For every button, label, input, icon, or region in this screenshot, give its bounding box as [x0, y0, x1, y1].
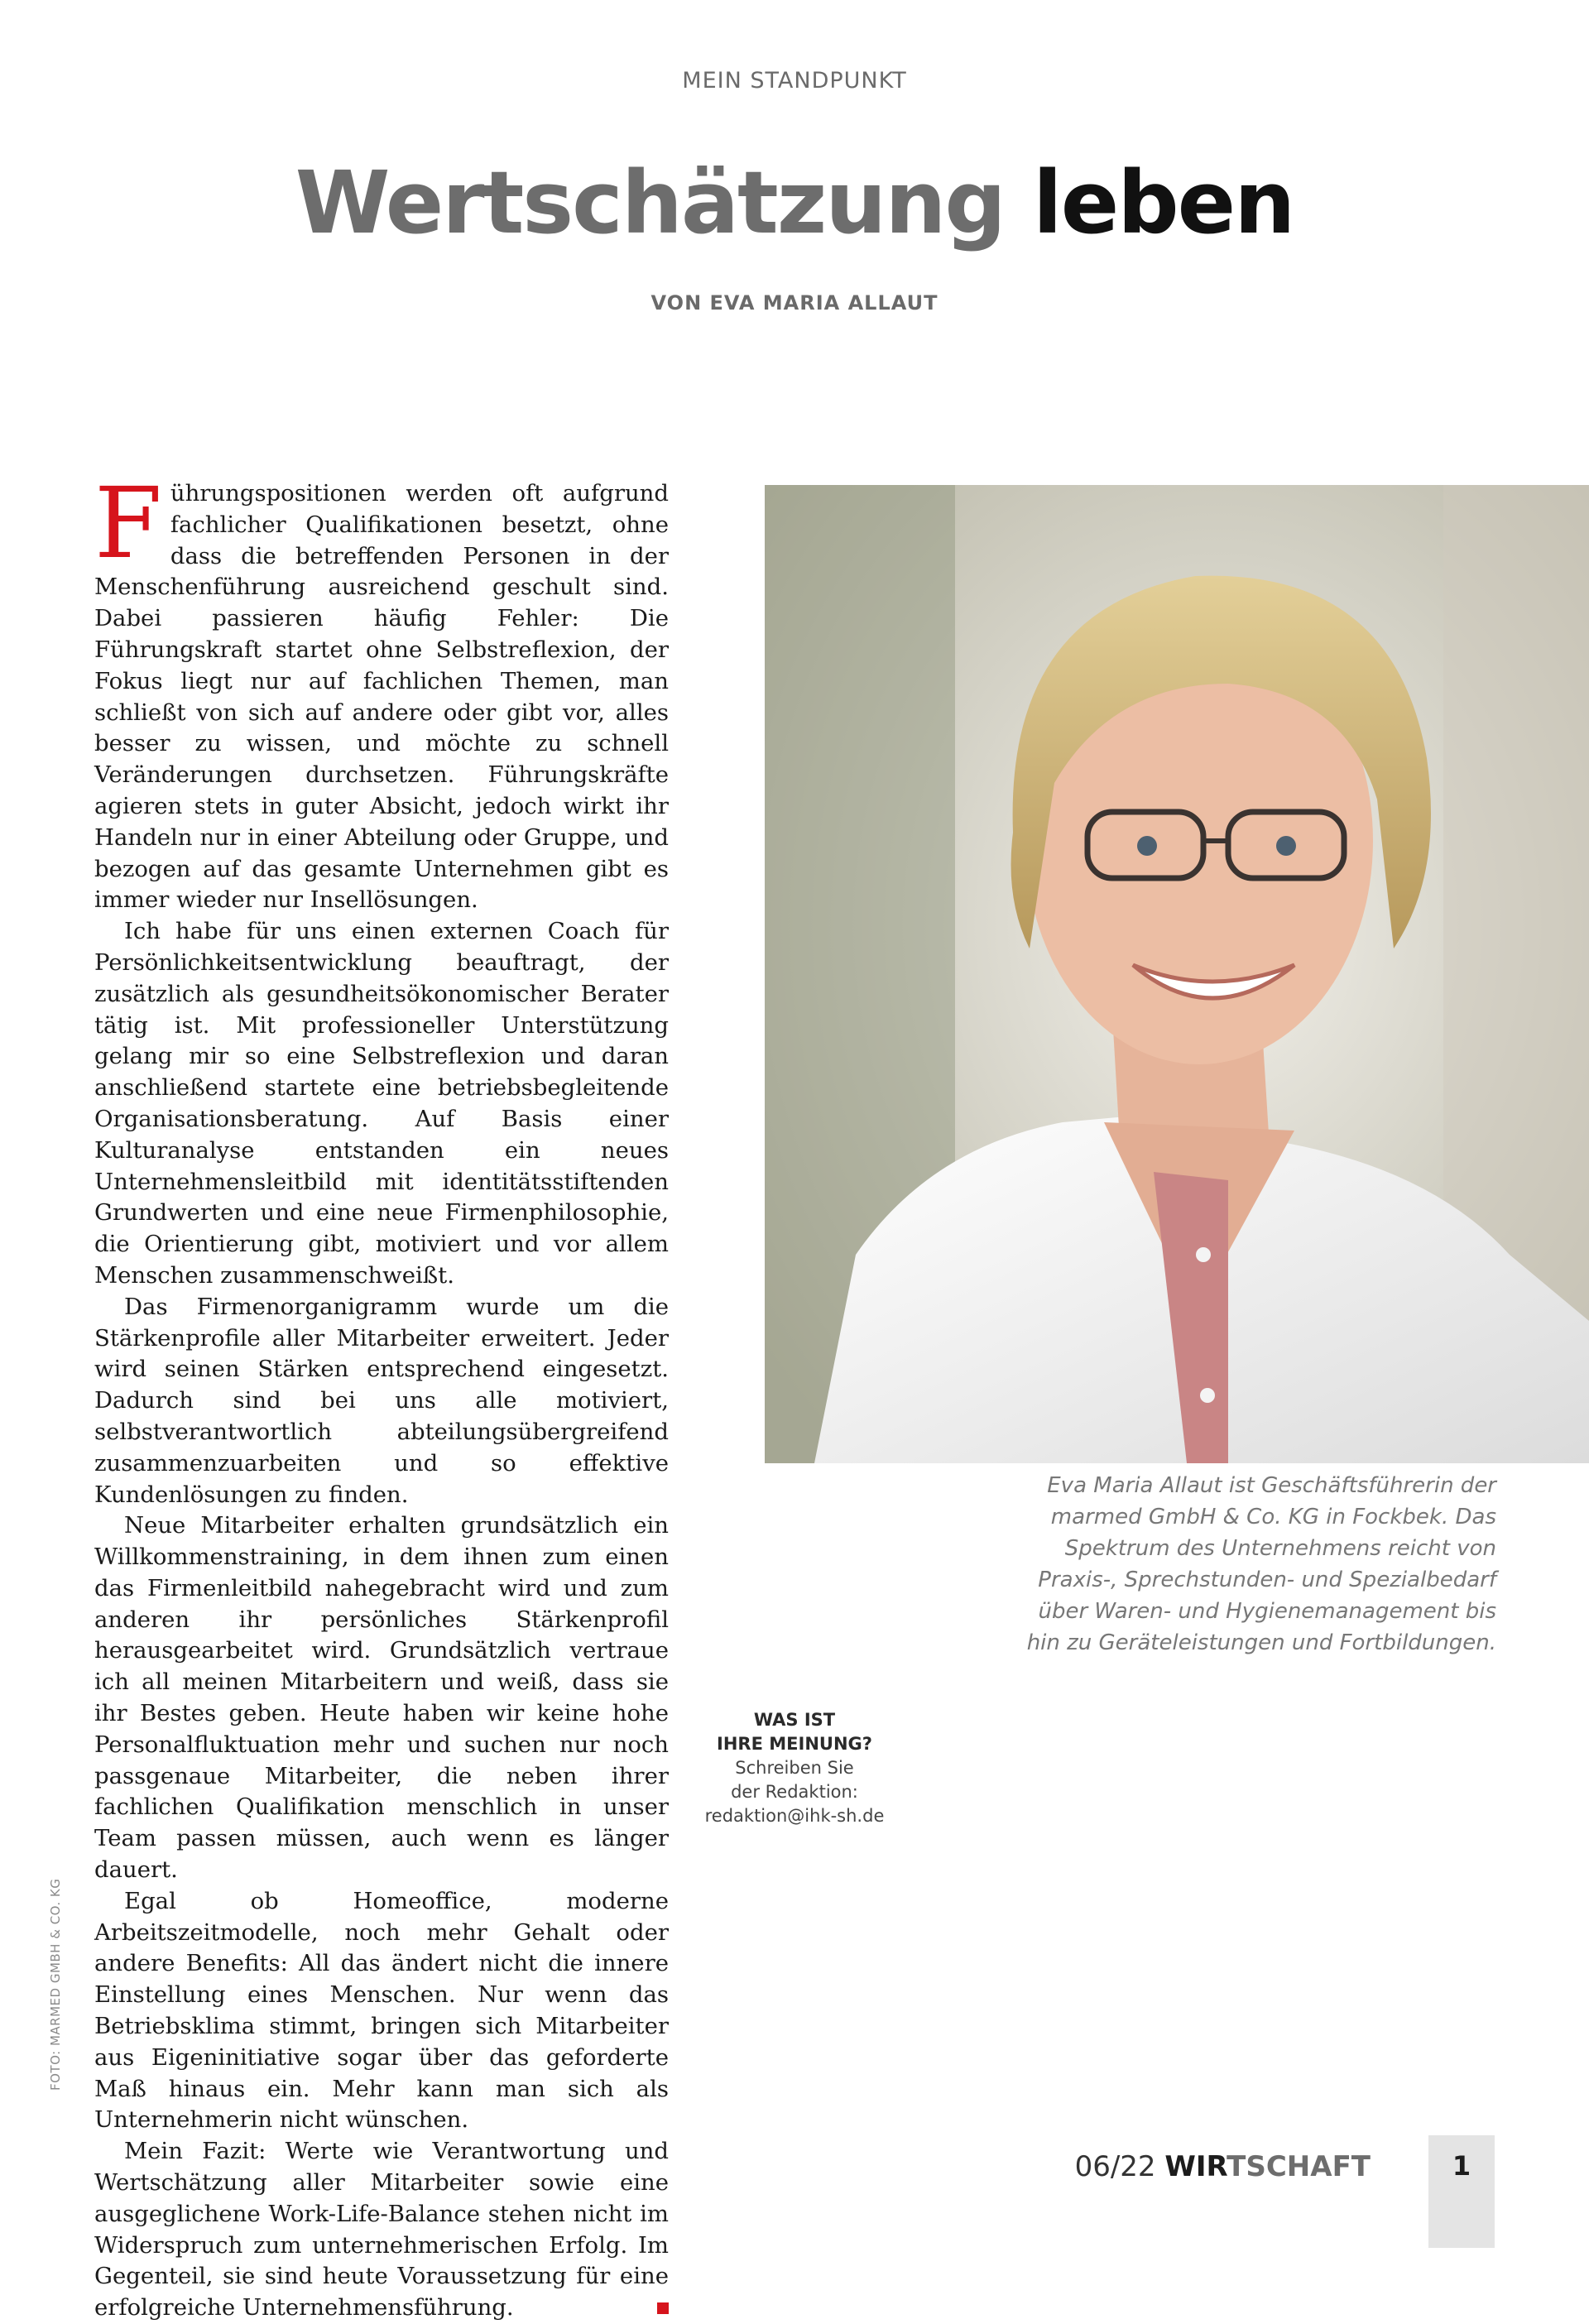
callout-heading-line1: WAS IST: [753, 1710, 836, 1730]
drop-cap: F: [94, 466, 162, 580]
end-mark-icon: [657, 2302, 669, 2314]
article-paragraph-last: [94, 2136, 669, 2324]
callout-email-link[interactable]: redaktion@ihk-sh.de: [704, 1806, 885, 1826]
title-part-black: leben: [1033, 152, 1294, 253]
page-title: [0, 152, 1589, 253]
article-paragraph: Egal ob Homeoffice, moderne Arbeitszeitmodelle, noch mehr Gehalt oder andere Benefits: All das ändert nicht die innere Einstellung eines Menschen. Nur wenn das Betriebsklima stimmt, bringen sich Mitarbeiter aus Eigeninitiative sogar über das geforderte Maß hinaus ein. Mehr kann man sich als Unternehmerin nicht wünschen.: [94, 1887, 669, 2134]
photo-credit: FOTO: MARMED GMBH & CO. KG: [48, 1878, 63, 2091]
callout-heading-line2: IHRE MEINUNG?: [717, 1734, 872, 1754]
callout-text-line2: der Redaktion:: [731, 1782, 858, 1802]
callout-text-line1: Schreiben Sie: [735, 1758, 854, 1778]
title-part-grey: Wertschätzung: [295, 152, 1005, 253]
article-paragraph: Neue Mitarbeiter erhalten grundsätzlich ein Willkommenstraining, in dem ihnen zum einen das Firmenleitbild nahegebracht wird und zum anderen ihr persönliches Stärkenprofil herausgearbeitet wird. Grundsätzlich vertraue ich all meinen Mitarbeitern und weiß, dass sie ihr Bestes geben. Heute haben wir keine hohe Personalfluktuation mehr und suchen nur noch passgenaue Mitarbeiter, die neben ihrer fachlichen Qualifikation menschlich in unser Team passen müssen, auch wenn es länger dauert.: [94, 1512, 669, 1884]
paragraph-text: Mein Fazit: Werte wie Verantwortung und Wertschätzung aller Mitarbeiter sowie eine ausgeglichene Work-Life-Balance stehen nicht im Widerspruch zum unternehmerischen Erfolg. Im Gegenteil, sie sind heute Voraussetzung für eine erfolgreiche Unternehmensführung.: [94, 2138, 669, 2322]
footer-issue: [1075, 2150, 1371, 2183]
portrait-photo: [765, 485, 1589, 1463]
byline: VON EVA MARIA ALLAUT: [650, 291, 939, 315]
portrait-illustration: [765, 485, 1589, 1463]
article-paragraph: [94, 466, 669, 916]
magazine-name-part1: WIR: [1164, 2150, 1227, 2183]
photo-caption: Eva Maria Allaut ist Geschäftsführerin der marmed GmbH & Co. KG in Fockbek. Das Spektrum des Unternehmens reicht von Praxis-, Sprechstunden- und Spezialbedarf über Waren- und Hygienemanagement bis hin zu Geräteleistungen und Fortbildungen.: [1026, 1473, 1496, 1655]
paragraph-text: ührungspositionen werden oft aufgrund fachlicher Qualifikationen besetzt, ohne dass die betreffenden Personen in der Menschenführung ausreichend geschult sind. Dabei passieren häufig Fehler: Die Führungskraft startet ohne Selbstreflexion, der Fokus liegt nur auf fachlichen Themen, man schließt von sich auf andere oder gibt vor, alles besser zu wissen, und möchte zu schnell Veränderungen durchsetzen. Führungskräfte agieren stets in guter Absicht, jedoch wirkt ihr Handeln nur in einer Abteilung oder Gruppe, und bezogen auf das gesamte Unternehmen gibt es immer wieder nur Insellösungen.: [94, 480, 669, 914]
section-kicker: MEIN STANDPUNKT: [682, 68, 907, 94]
magazine-name-part2: TSCHAFT: [1227, 2150, 1371, 2183]
article-paragraph: Das Firmenorganigramm wurde um die Stärkenprofile aller Mitarbeiter erweitert. Jeder wird seinen Stärken entsprechend eingesetzt. Dadurch sind bei uns alle motiviert, selbstverantwortlich abteilungsübergreifend zusammenzuarbeiten und so effektive Kundenlösungen zu finden.: [94, 1293, 669, 1508]
issue-number: 06/22: [1074, 2150, 1156, 2183]
page-number: 1: [1452, 2150, 1471, 2182]
page-number-box: [1428, 2135, 1495, 2248]
reader-callout: [679, 1708, 910, 1828]
article-body: [94, 466, 669, 2324]
article-paragraph: Ich habe für uns einen externen Coach für Persönlichkeitsentwicklung beauftragt, der zusätzlich als gesundheitsökonomischer Berater tätig ist. Mit professioneller Unterstützung gelang mir so eine Selbstreflexion und daran anschließend startete eine betriebsbegleitende Organisationsberatung. Auf Basis einer Kulturanalyse entstanden ein neues Unternehmensleitbild mit identitätsstiftenden Grundwerten und eine neue Firmenphilosophie, die Orientierung gibt, motiviert und vor allem Menschen zusammenschweißt.: [94, 918, 669, 1289]
